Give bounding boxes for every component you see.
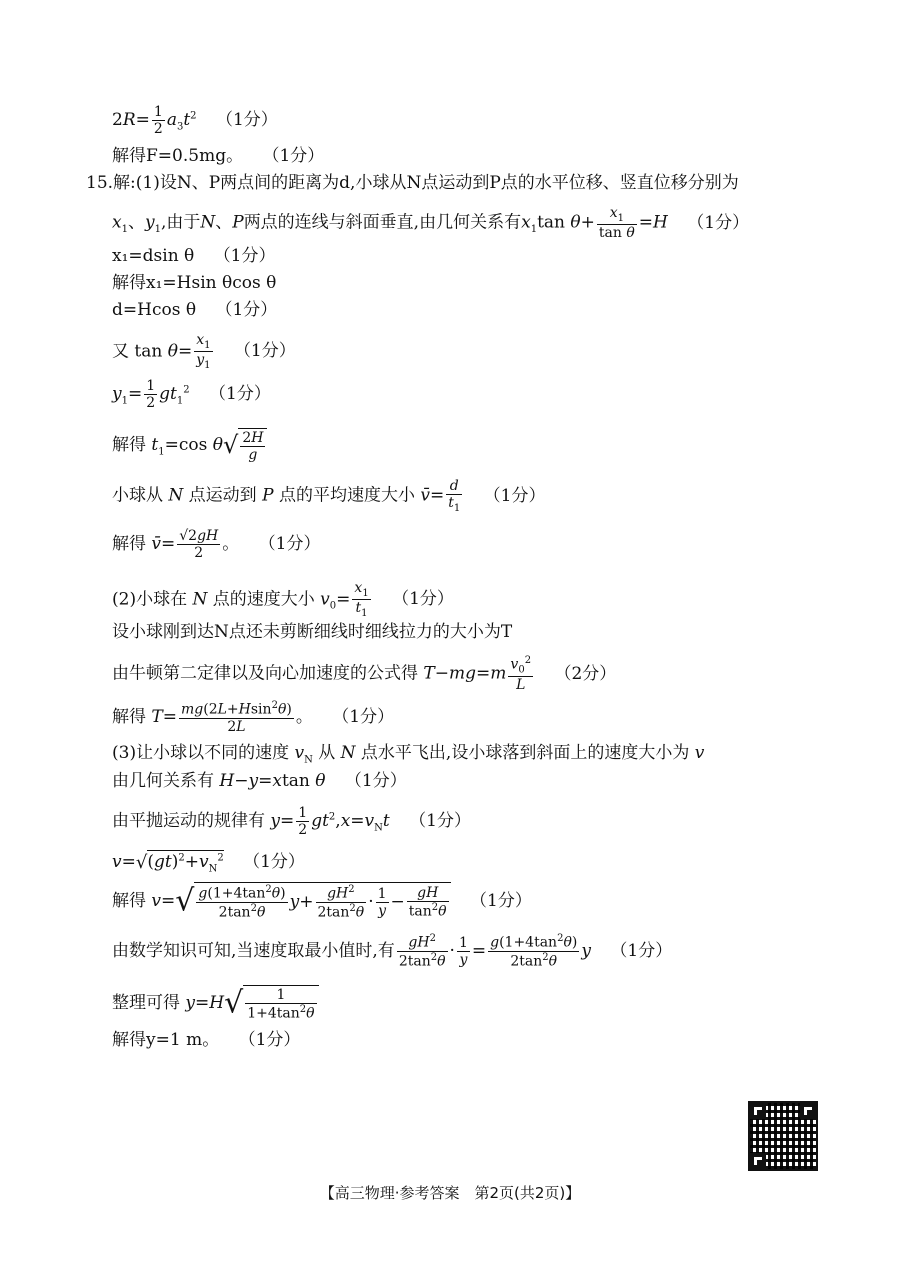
score: （1分） [470,890,532,911]
score: （1分） [687,212,750,233]
line-text: 解得F=0.5mg。 [112,146,244,166]
line-tan: 又 tan θ= $\frac{x_1}{y_1}$ （1分） [112,332,296,372]
line-d [112,300,277,320]
line-geometry: $x_1$、$y_1$,由于N、P两点的连线与斜面垂直,由几何关系有$x_1\tan$ θ+ $\frac{x_1}{\text{tan θ}}$ =H （1分） [112,205,750,242]
line-avg-speed: 小球从 N 点运动到 P 点的平均速度大小 v̄= $\frac{d}{t_1}$ （1分） [112,478,546,514]
line-x1 [112,246,276,266]
score: （1分） [233,341,296,362]
line-text: 15.解:(1)设N、P两点间的距离为d,小球从N点运动到P点的水平位移、竖直位移分别为 [86,173,739,193]
line-text: x₁=dsin θ [112,246,195,266]
score: （1分） [392,589,454,610]
score: （1分） [213,246,276,266]
line-newton: 由牛顿第二定律以及向心加速度的公式得 T−mg=m $\frac{v_0^2}{L}$ （2分） [112,655,617,693]
score: （1分） [344,771,407,791]
score: （1分） [409,811,471,832]
line-y1: $y_1=$ $\frac{1}{2}$ $gt_1^2$ （1分） [112,378,271,412]
score: （2分） [554,663,617,684]
qr-code-icon [750,1103,816,1169]
line-avg-solved: 解得 v̄= $\frac{√2gH}{2}$ 。 （1分） [112,528,321,562]
line-x1-solved [112,273,276,293]
line-geometry-2: 由几何关系有 H−y=xtan θ （1分） [112,771,407,791]
line-t1: 解得 $t_1=\cos$ θ√ $\frac{2H}{g}$ [112,428,267,463]
line-part3: (3)让小球以不同的速度 $v_N$ 从 N 点水平飞出,设小球落到斜面上的速度大小为 v [112,743,705,766]
line-projectile: 由平抛运动的规律有 y= $\frac{1}{2}$ $gt^2,x=v_Nt$ （1分） [112,805,471,839]
score: （1分） [238,1030,301,1050]
line-text: d=Hcos θ [112,300,197,320]
line-y-result [112,1030,300,1050]
score: （1分） [258,534,321,555]
line-q15-intro [86,173,739,193]
score: （1分） [243,852,305,873]
line-text: 设小球刚到达N点还未剪断细线时细线拉力的大小为T [112,622,513,642]
score: （1分） [209,384,271,405]
score: （1分） [610,940,673,961]
score: （1分） [483,485,546,506]
line-minimum: 由数学知识可知,当速度取最小值时,有 $\frac{gH^2}{2\tan^2\theta}$ · $\frac{1}{y}$ = $\frac{g(1+4\tan^2\theta)}{2\tan^2\theta}$ y （1分） [112,933,673,970]
line-text: 解得x₁=Hsin θcos θ [112,273,277,293]
line-2r: 2R= $\frac{1}{2}$ $a_3t^2$ （1分） [112,104,278,138]
line-tension-def [112,622,512,642]
line-v-solved: 解得 v=√ $\frac{g(1+4\tan^2\theta)}{2\tan^2\theta}$ y+ $\frac{gH^2}{2\tan^2\theta}$ · $\frac{1}{y}$ − $\frac{gH}{\tan^2\theta}$ （1分） [112,883,532,921]
score: （1分） [262,146,325,166]
score: （1分） [332,706,395,727]
score: （1分） [215,300,278,320]
line-v: $v=√(gt)^2+v_N^2$ （1分） [112,851,305,875]
score: （1分） [215,110,278,131]
line-tension: 解得 T= $\frac{mg(2L+Hsin^2\theta)}{2L}$ 。 （1分） [112,700,395,735]
line-y-formula: 整理可得 y=H√ $\frac{1}{1+4\tan^2\theta}$ [112,985,319,1022]
page-footer: 【高三物理·参考答案 第2页(共2页)】 [319,1184,581,1202]
line-text: 解得y=1 m。 [112,1030,220,1050]
line-f [112,146,324,166]
line-v0: (2)小球在 N 点的速度大小 $v_0=$ $\frac{x_1}{t_1}$ （1分） [112,580,454,620]
